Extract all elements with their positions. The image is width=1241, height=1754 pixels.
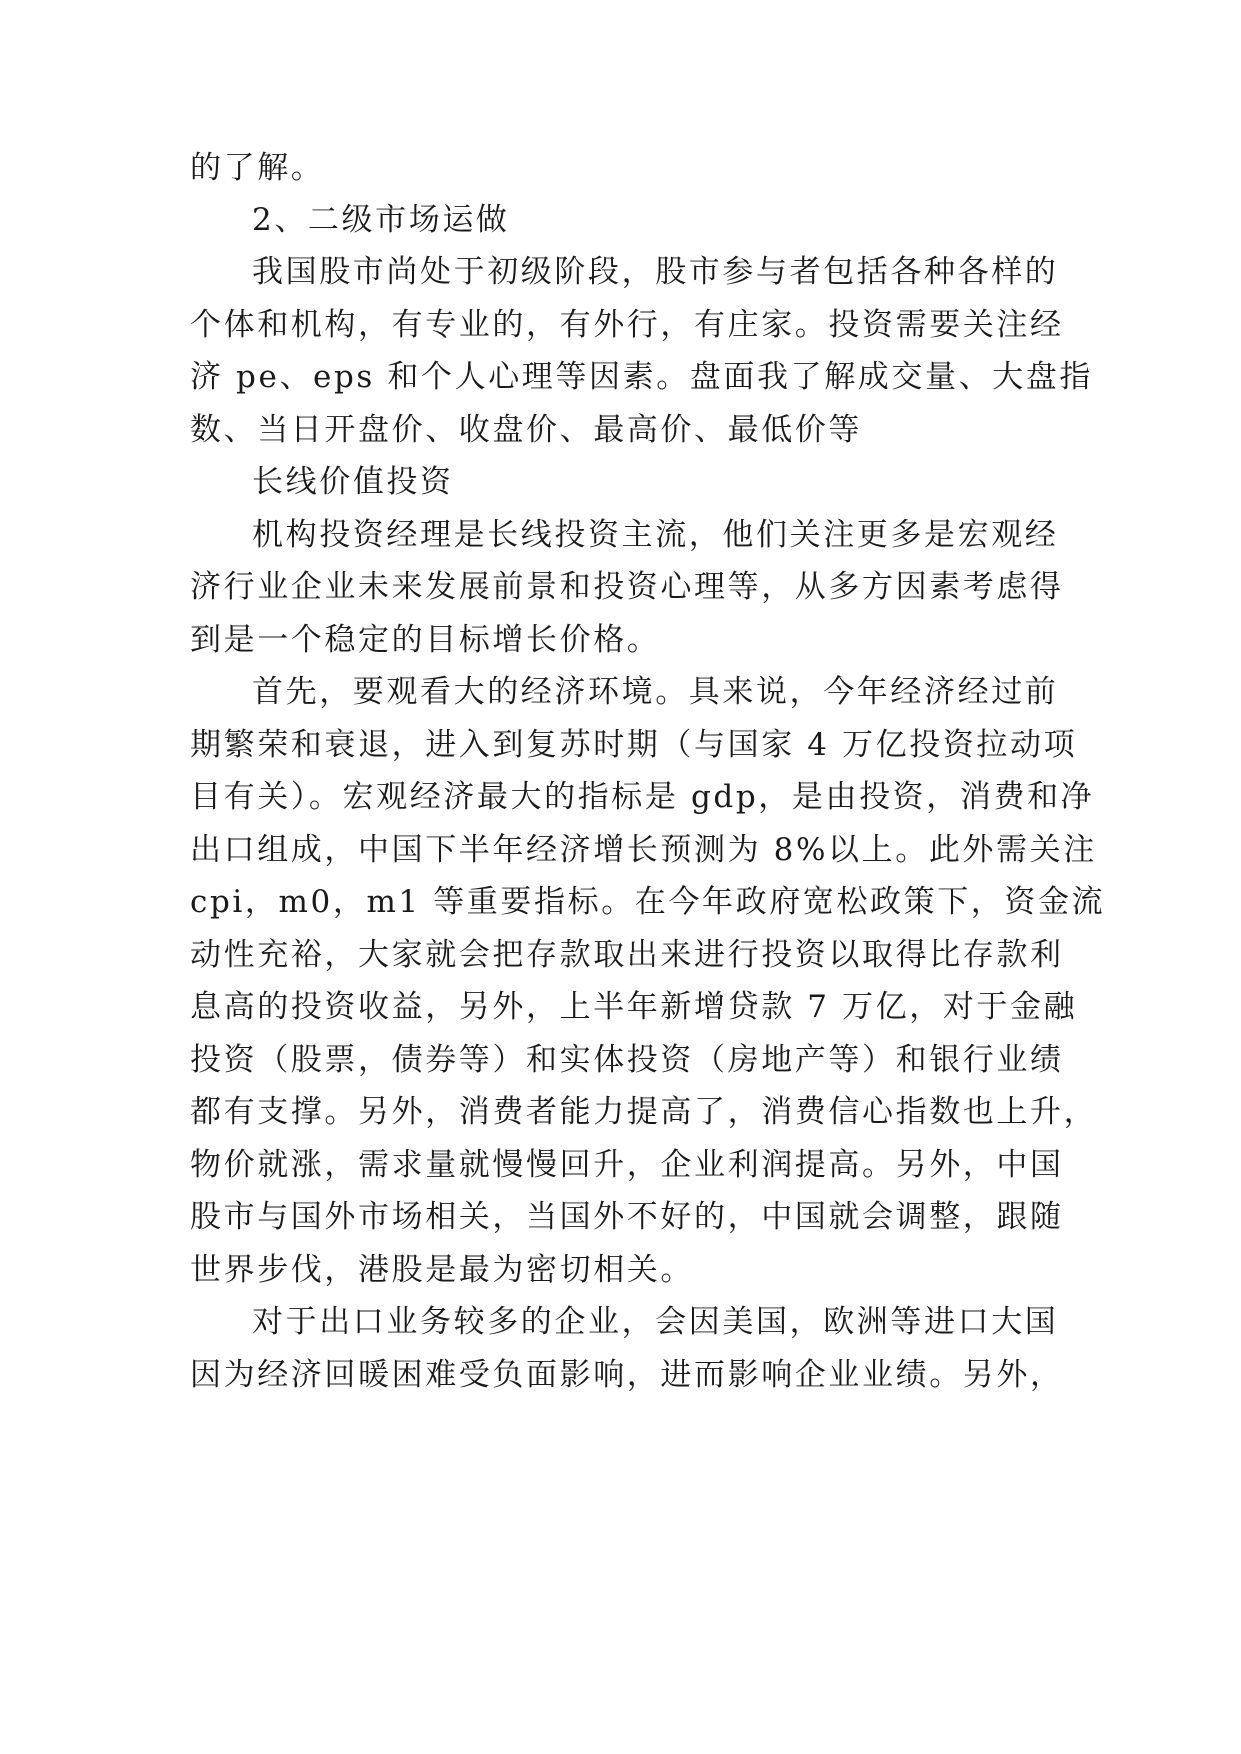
text-line: 到是一个稳定的目标增长价格。 <box>190 622 661 658</box>
section-heading: 2、二级市场运做 <box>252 202 510 238</box>
text-line: 济行业企业未来发展前景和投资心理等，从多方因素考虑得 <box>190 569 1064 605</box>
text-line: 首先，要观看大的经济环境。具来说，今年经济经过前 <box>252 674 1059 710</box>
text-line: 都有支撑。另外，消费者能力提高了，消费信心指数也上升， <box>190 1094 1098 1130</box>
text-line: 出口组成，中国下半年经济增长预测为 8%以上。此外需关注 <box>190 832 1097 868</box>
text-line: 期繁荣和衰退，进入到复苏时期（与国家 4 万亿投资拉动项 <box>190 727 1078 763</box>
text-line: 世界步伐，港股是最为密切相关。 <box>190 1252 694 1288</box>
text-line: 目有关）。宏观经济最大的指标是 gdp，是由投资，消费和净 <box>190 779 1095 815</box>
text-line: 济 pe、eps 和个人心理等因素。盘面我了解成交量、大盘指 <box>190 359 1093 395</box>
text-line: 股市与国外市场相关，当国外不好的，中国就会调整，跟随 <box>190 1199 1064 1235</box>
text-line: 息高的投资收益，另外，上半年新增贷款 7 万亿，对于金融 <box>190 989 1078 1025</box>
text-line: 投资（股票，债券等）和实体投资（房地产等）和银行业绩 <box>190 1042 1064 1078</box>
text-line: 数、当日开盘价、收盘价、最高价、最低价等 <box>190 412 862 448</box>
text-line: 动性充裕，大家就会把存款取出来进行投资以取得比存款利 <box>190 937 1064 973</box>
text-line: 个体和机构，有专业的，有外行，有庄家。投资需要关注经 <box>190 307 1064 343</box>
text-line: 机构投资经理是长线投资主流，他们关注更多是宏观经 <box>252 517 1059 553</box>
text-line: 的了解。 <box>190 150 325 186</box>
text-line: cpi，m0，m1 等重要指标。在今年政府宽松政策下，资金流 <box>190 884 1106 920</box>
section-heading: 长线价值投资 <box>252 464 454 500</box>
text-line: 物价就涨，需求量就慢慢回升，企业利润提高。另外，中国 <box>190 1147 1064 1183</box>
text-line: 我国股市尚处于初级阶段，股市参与者包括各种各样的 <box>252 254 1059 290</box>
text-line: 因为经济回暖困难受负面影响，进而影响企业业绩。另外， <box>190 1357 1064 1393</box>
text-line: 对于出口业务较多的企业，会因美国，欧洲等进口大国 <box>252 1304 1059 1340</box>
